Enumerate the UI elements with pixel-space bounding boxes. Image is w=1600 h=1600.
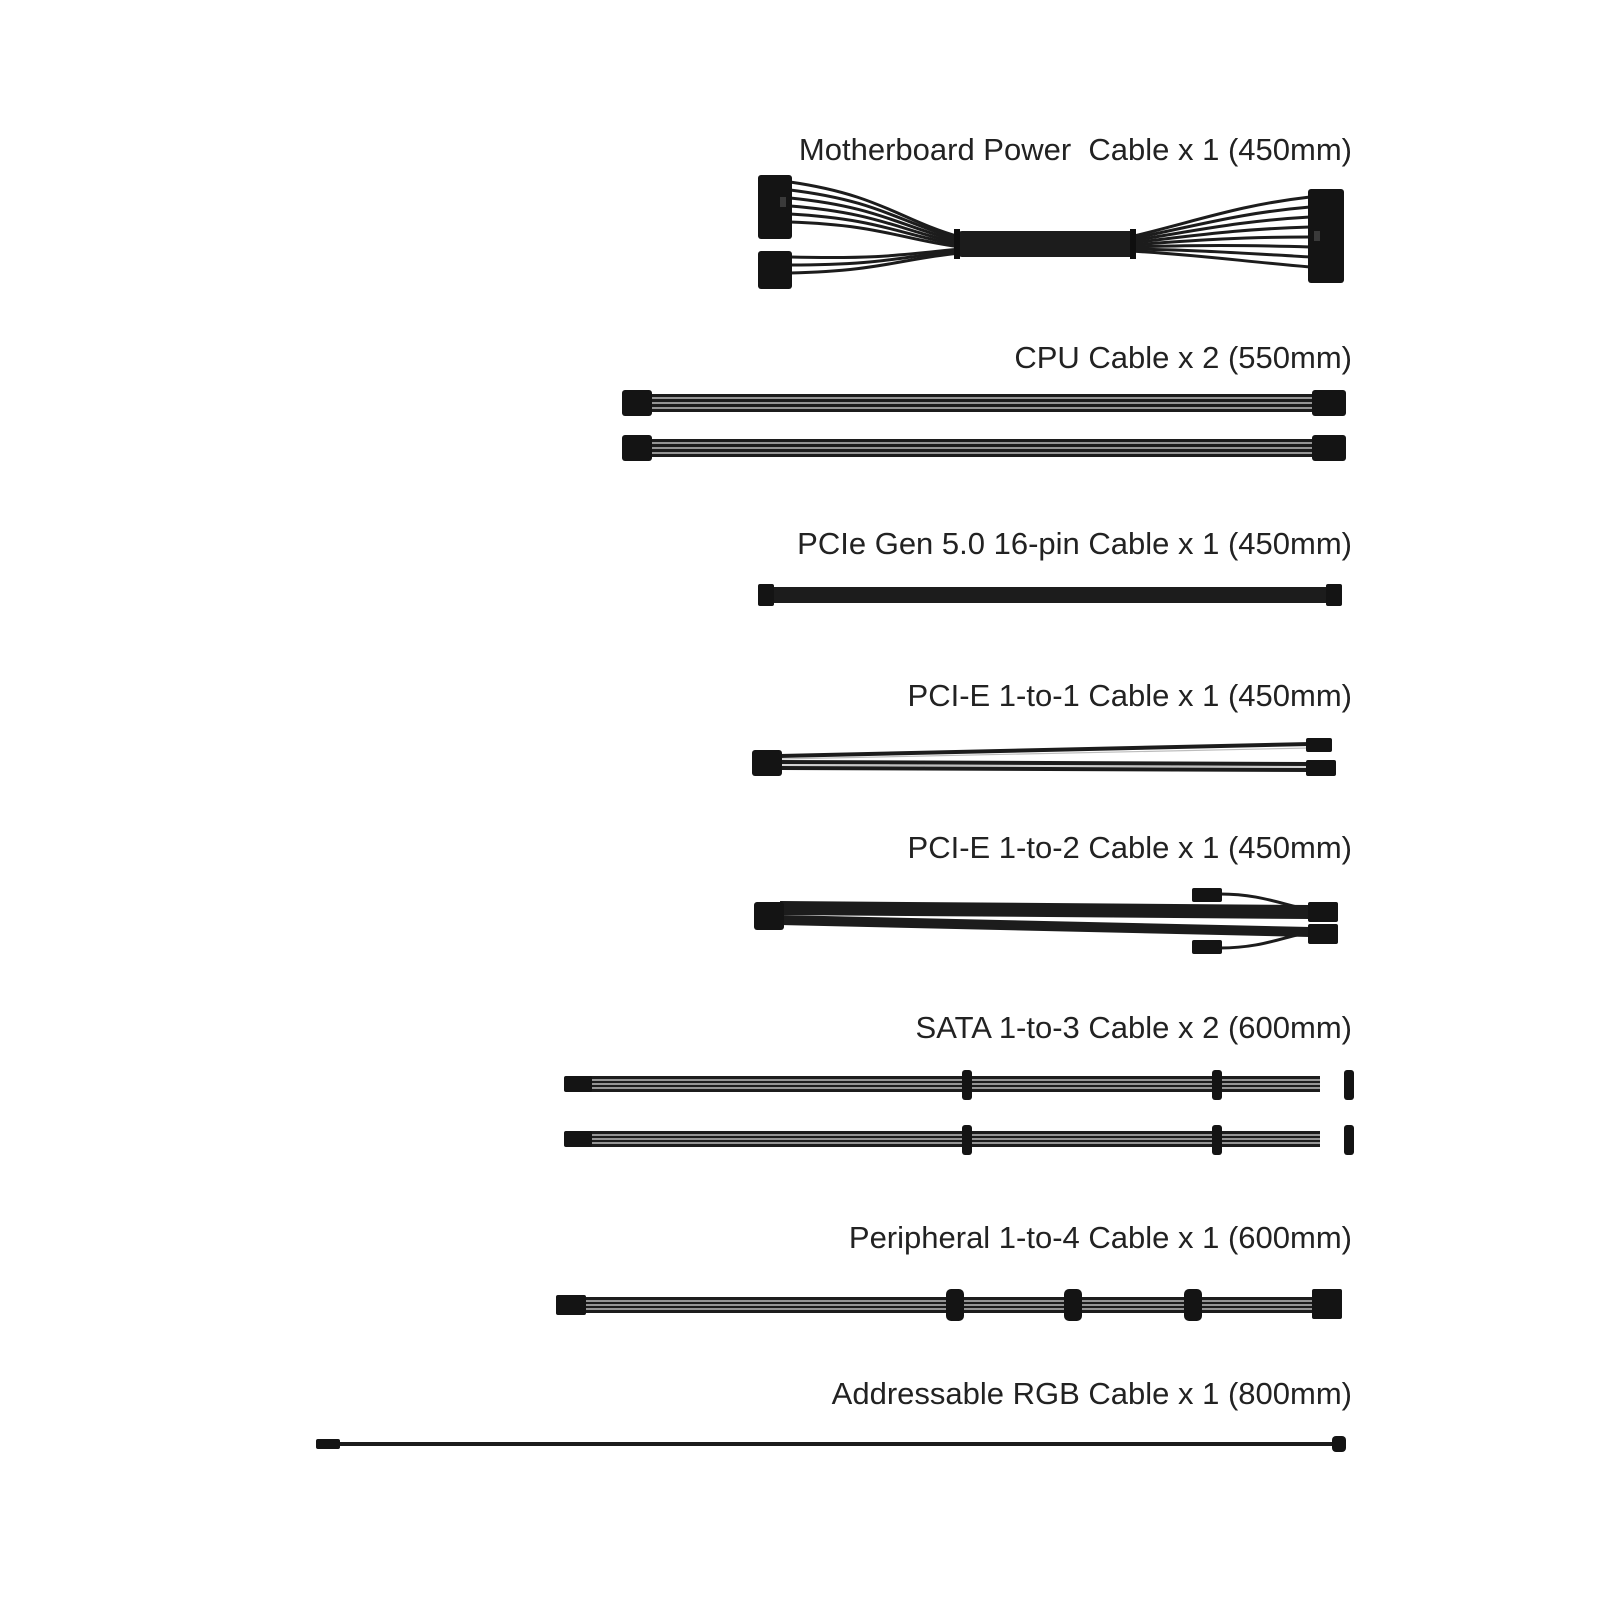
cpu-cable-image — [0, 390, 1600, 480]
pcie-1to1-cable-label: PCI-E 1-to-1 Cable x 1 (450mm) — [907, 678, 1352, 713]
pcie-gen5-cable-label: PCIe Gen 5.0 16-pin Cable x 1 (450mm) — [797, 526, 1352, 561]
argb-cable-label: Addressable RGB Cable x 1 (800mm) — [831, 1376, 1352, 1411]
pcie-gen5-cable-image — [0, 582, 1600, 622]
24pin-connector-left — [758, 175, 792, 239]
motherboard-cable-image — [0, 165, 1600, 305]
pcie-1to1-cable-image — [0, 738, 1600, 788]
sata-cable-label: SATA 1-to-3 Cable x 2 (600mm) — [915, 1010, 1352, 1045]
pcie-1to2-cable-label: PCI-E 1-to-2 Cable x 1 (450mm) — [907, 830, 1352, 865]
pcie-1to2-cable-image — [0, 880, 1600, 970]
peripheral-cable-image — [0, 1283, 1600, 1333]
peripheral-cable-label: Peripheral 1-to-4 Cable x 1 (600mm) — [848, 1220, 1352, 1255]
motherboard-cable-label: Motherboard Power Cable x 1 (450mm) — [798, 132, 1352, 167]
argb-cable-image — [0, 1428, 1600, 1468]
sata-cable-image — [0, 1070, 1600, 1170]
24pin-connector-right — [1308, 189, 1344, 283]
cpu-cable-label: CPU Cable x 2 (550mm) — [1014, 340, 1352, 375]
